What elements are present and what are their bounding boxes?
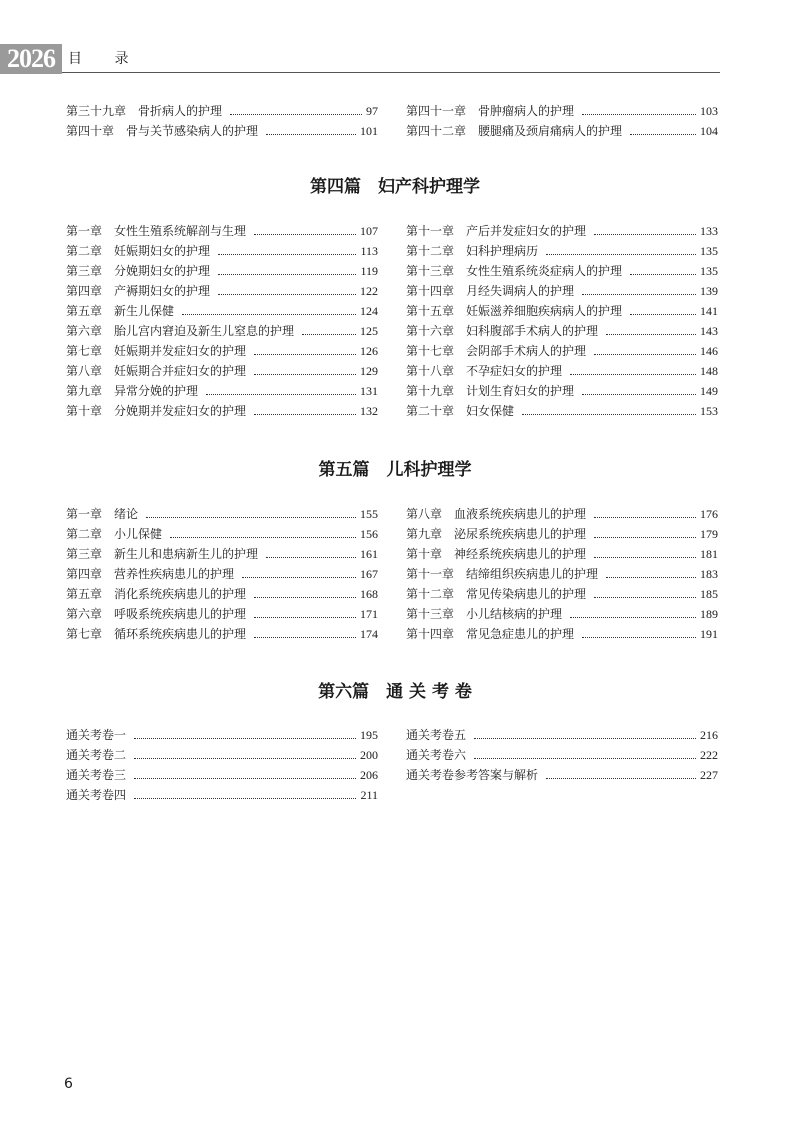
header-divider [62, 72, 720, 73]
toc-entry-label: 第十二章 常见传染病患儿的护理 [406, 587, 587, 601]
toc-entry[interactable] [406, 221, 718, 241]
toc-entry-label: 第十三章 小儿结核病的护理 [406, 607, 563, 621]
toc-entry-page: 174 [360, 627, 378, 641]
toc-entry-page: 139 [700, 284, 718, 298]
toc-entry-label: 第三章 新生儿和患病新生儿的护理 [66, 547, 259, 561]
toc-entry-page: 146 [700, 344, 718, 358]
toc-entry-page: 143 [700, 324, 718, 338]
part-title-obstetrics: 第四篇 妇产科护理学 [310, 177, 480, 197]
leader-dots [582, 114, 696, 115]
toc-entry-page: 200 [360, 748, 378, 762]
leader-dots [630, 134, 696, 135]
toc-entry-page: 149 [700, 384, 718, 398]
leader-dots [254, 374, 356, 375]
toc-entry[interactable] [66, 281, 378, 301]
toc-entry-label: 第十二章 妇科护理病历 [406, 244, 539, 258]
toc-entry-label: 通关考卷三 [66, 768, 127, 782]
leader-dots [134, 798, 356, 799]
toc-entry-page: 103 [700, 104, 718, 118]
leader-dots [254, 617, 356, 618]
toc-entry[interactable] [406, 584, 718, 604]
toc-entry[interactable] [406, 745, 718, 765]
toc-entry-page: 191 [700, 627, 718, 641]
leader-dots [546, 778, 696, 779]
toc-entry[interactable] [406, 401, 718, 421]
toc-entry-page: 168 [360, 587, 378, 601]
toc-entry[interactable] [66, 785, 378, 805]
toc-entry[interactable] [406, 624, 718, 644]
toc-entry-label: 第四章 营养性疾病患儿的护理 [66, 567, 235, 581]
leader-dots [522, 414, 696, 415]
toc-entry-label: 第五章 新生儿保健 [66, 304, 175, 318]
toc-entry[interactable] [406, 361, 718, 381]
leader-dots [546, 254, 696, 255]
toc-entry-page: 141 [700, 304, 718, 318]
leader-dots [266, 134, 356, 135]
toc-entry-label: 第四十章 骨与关节感染病人的护理 [66, 124, 259, 138]
part-title-exams: 第六篇 通 关 考 卷 [318, 682, 472, 702]
toc-entry-label: 第六章 胎儿宫内窘迫及新生儿窒息的护理 [66, 324, 295, 338]
toc-entry-label: 通关考卷一 [66, 728, 127, 742]
leader-dots [570, 374, 696, 375]
leader-dots [582, 394, 696, 395]
leader-dots [630, 274, 696, 275]
toc-entry-page: 167 [360, 567, 378, 581]
leader-dots [254, 597, 356, 598]
toc-entry[interactable] [66, 765, 378, 785]
toc-entry-label: 第四章 产褥期妇女的护理 [66, 284, 211, 298]
leader-dots [594, 557, 696, 558]
toc-entry[interactable] [406, 281, 718, 301]
leader-dots [594, 517, 696, 518]
toc-entry-label: 第七章 循环系统疾病患儿的护理 [66, 627, 247, 641]
toc-entry-label: 第十七章 会阴部手术病人的护理 [406, 344, 587, 358]
toc-entry-page: 129 [360, 364, 378, 378]
toc-entry-page: 135 [700, 264, 718, 278]
toc-entry[interactable] [66, 564, 378, 584]
toc-entry-page: 104 [700, 124, 718, 138]
toc-entry[interactable] [66, 504, 378, 524]
toc-entry-page: 124 [360, 304, 378, 318]
toc-entry[interactable] [406, 341, 718, 361]
leader-dots [254, 234, 356, 235]
toc-entry-label: 通关考卷六 [406, 748, 467, 762]
toc-entry-page: 161 [360, 547, 378, 561]
toc-entry-label: 第十五章 妊娠滋养细胞疾病病人的护理 [406, 304, 623, 318]
toc-entry-page: 107 [360, 224, 378, 238]
toc-entry[interactable] [406, 381, 718, 401]
toc-entry-page: 119 [360, 264, 378, 278]
toc-entry-page: 195 [360, 728, 378, 742]
toc-entry[interactable] [406, 544, 718, 564]
toc-entry[interactable] [406, 121, 718, 141]
toc-entry-label: 第六章 呼吸系统疾病患儿的护理 [66, 607, 247, 621]
leader-dots [218, 274, 356, 275]
toc-entry[interactable] [66, 361, 378, 381]
leader-dots [206, 394, 356, 395]
toc-entry[interactable] [66, 401, 378, 421]
leader-dots [606, 577, 696, 578]
toc-entry[interactable] [66, 725, 378, 745]
toc-entry-page: 113 [360, 244, 378, 258]
toc-entry-label: 第十三章 女性生殖系统炎症病人的护理 [406, 264, 623, 278]
toc-entry-page: 153 [700, 404, 718, 418]
toc-entry-page: 222 [700, 748, 718, 762]
toc-entry[interactable] [406, 241, 718, 261]
toc-entry-label: 第八章 妊娠期合并症妇女的护理 [66, 364, 247, 378]
toc-entry-page: 125 [360, 324, 378, 338]
toc-entry-label: 通关考卷五 [406, 728, 467, 742]
leader-dots [146, 517, 356, 518]
toc-entry-page: 133 [700, 224, 718, 238]
toc-entry-label: 第八章 血液系统疾病患儿的护理 [406, 507, 587, 521]
toc-entry[interactable] [66, 301, 378, 321]
toc-entry-label: 第十六章 妇科腹部手术病人的护理 [406, 324, 599, 338]
leader-dots [254, 354, 356, 355]
toc-entry[interactable] [66, 321, 378, 341]
toc-entry[interactable] [406, 564, 718, 584]
toc-entry[interactable] [66, 524, 378, 544]
leader-dots [302, 334, 356, 335]
page-header [0, 40, 720, 74]
leader-dots [594, 537, 696, 538]
toc-entry-page: 131 [360, 384, 378, 398]
leader-dots [134, 778, 356, 779]
toc-entry[interactable] [66, 261, 378, 281]
leader-dots [182, 314, 356, 315]
leader-dots [218, 254, 356, 255]
leader-dots [582, 294, 696, 295]
toc-entry[interactable] [406, 301, 718, 321]
header-title: 目 录 [68, 51, 143, 67]
toc-entry-label: 通关考卷二 [66, 748, 127, 762]
leader-dots [474, 758, 696, 759]
leader-dots [594, 354, 696, 355]
leader-dots [570, 617, 696, 618]
toc-entry-label: 第七章 妊娠期并发症妇女的护理 [66, 344, 247, 358]
toc-entry-label: 第四十二章 腰腿痛及颈肩痛病人的护理 [406, 124, 623, 138]
toc-entry-label: 第五章 消化系统疾病患儿的护理 [66, 587, 247, 601]
toc-entry-page: 156 [360, 527, 378, 541]
toc-entry-label: 通关考卷四 [66, 788, 127, 802]
toc-entry[interactable] [66, 624, 378, 644]
toc-entry[interactable] [66, 604, 378, 624]
toc-entry-page: 148 [700, 364, 718, 378]
toc-entry[interactable] [406, 321, 718, 341]
toc-entry[interactable] [66, 101, 378, 121]
toc-entry-page: 97 [366, 104, 378, 118]
part-title-pediatrics: 第五篇 儿科护理学 [318, 460, 472, 480]
toc-entry-label: 第十四章 月经失调病人的护理 [406, 284, 575, 298]
toc-entry-page: 189 [700, 607, 718, 621]
toc-entry-label: 第十一章 结缔组织疾病患儿的护理 [406, 567, 599, 581]
toc-entry-label: 第一章 绪论 [66, 507, 139, 521]
leader-dots [230, 114, 362, 115]
leader-dots [594, 234, 696, 235]
year-badge: 2026 [0, 44, 62, 74]
toc-entry-label: 第三章 分娩期妇女的护理 [66, 264, 211, 278]
toc-entry-label: 第四十一章 骨肿瘤病人的护理 [406, 104, 575, 118]
toc-entry-label: 第十四章 常见急症患儿的护理 [406, 627, 575, 641]
toc-entry[interactable] [406, 524, 718, 544]
leader-dots [630, 314, 696, 315]
toc-entry[interactable] [66, 584, 378, 604]
toc-entry[interactable] [66, 745, 378, 765]
leader-dots [582, 637, 696, 638]
page-number: 6 [64, 1076, 73, 1092]
toc-entry-label: 第九章 异常分娩的护理 [66, 384, 199, 398]
toc-entry[interactable] [66, 341, 378, 361]
toc-entry-page: 171 [360, 607, 378, 621]
toc-entry-page: 179 [700, 527, 718, 541]
leader-dots [474, 738, 696, 739]
leader-dots [218, 294, 356, 295]
toc-entry-label: 第十九章 计划生育妇女的护理 [406, 384, 575, 398]
leader-dots [134, 738, 356, 739]
toc-entry-page: 183 [700, 567, 718, 581]
toc-entry-label: 第二章 小儿保健 [66, 527, 163, 541]
toc-entry[interactable] [66, 121, 378, 141]
toc-entry-page: 155 [360, 507, 378, 521]
toc-entry-label: 通关考卷参考答案与解析 [406, 768, 539, 782]
toc-entry-page: 126 [360, 344, 378, 358]
toc-entry[interactable] [406, 504, 718, 524]
toc-entry[interactable] [406, 604, 718, 624]
leader-dots [606, 334, 696, 335]
toc-entry-label: 第十章 神经系统疾病患儿的护理 [406, 547, 587, 561]
toc-entry-page: 211 [360, 788, 378, 802]
leader-dots [254, 637, 356, 638]
toc-entry-label: 第十一章 产后并发症妇女的护理 [406, 224, 587, 238]
toc-entry-page: 185 [700, 587, 718, 601]
leader-dots [254, 414, 356, 415]
leader-dots [242, 577, 356, 578]
toc-entry-label: 第二十章 妇女保健 [406, 404, 515, 418]
toc-entry-label: 第十八章 不孕症妇女的护理 [406, 364, 563, 378]
toc-entry-page: 101 [360, 124, 378, 138]
toc-entry-label: 第一章 女性生殖系统解剖与生理 [66, 224, 247, 238]
toc-entry-page: 176 [700, 507, 718, 521]
toc-entry[interactable] [406, 725, 718, 745]
toc-entry-label: 第十章 分娩期并发症妇女的护理 [66, 404, 247, 418]
toc-entry[interactable] [406, 261, 718, 281]
toc-entry-label: 第二章 妊娠期妇女的护理 [66, 244, 211, 258]
toc-entry[interactable] [66, 241, 378, 261]
toc-entry[interactable] [66, 544, 378, 564]
toc-entry-page: 227 [700, 768, 718, 782]
toc-entry-page: 216 [700, 728, 718, 742]
leader-dots [594, 597, 696, 598]
leader-dots [134, 758, 356, 759]
toc-entry[interactable] [66, 381, 378, 401]
toc-entry-page: 206 [360, 768, 378, 782]
toc-entry-page: 122 [360, 284, 378, 298]
leader-dots [170, 537, 356, 538]
toc-entry[interactable] [406, 765, 718, 785]
leader-dots [266, 557, 356, 558]
toc-entry[interactable] [66, 221, 378, 241]
toc-entry-label: 第三十九章 骨折病人的护理 [66, 104, 223, 118]
toc-entry-page: 181 [700, 547, 718, 561]
toc-entry-page: 132 [360, 404, 378, 418]
toc-entry[interactable] [406, 101, 718, 121]
toc-entry-label: 第九章 泌尿系统疾病患儿的护理 [406, 527, 587, 541]
toc-entry-page: 135 [700, 244, 718, 258]
